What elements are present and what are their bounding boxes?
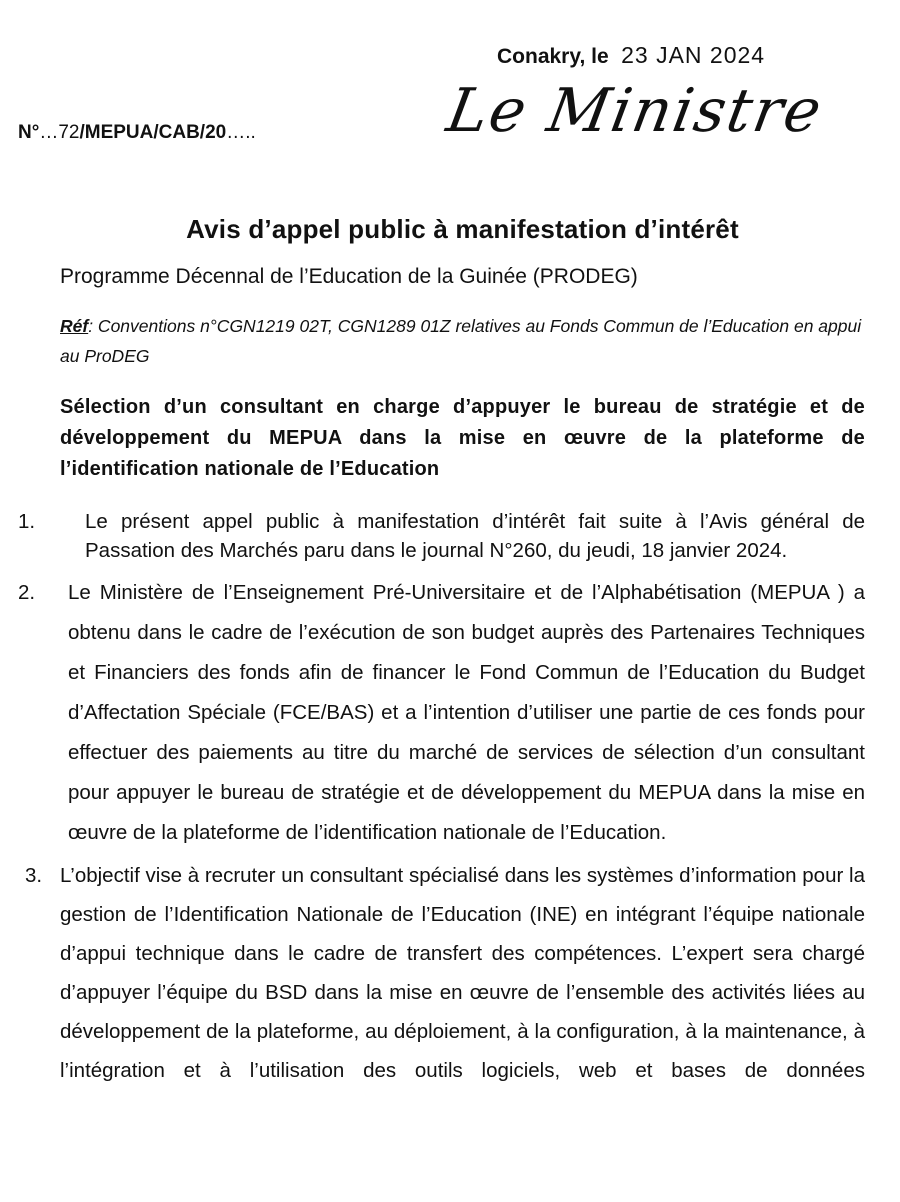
minister-signature-script: Le Ministre [441, 76, 829, 146]
list-item-number: 3. [25, 864, 43, 887]
list-item [0, 573, 865, 853]
date-place-label: Conakry, le [497, 45, 609, 68]
list-item-number: 1. [18, 510, 36, 533]
ref-number-part: /MEPUA/CAB/20 [79, 122, 227, 143]
program-subtitle: Programme Décennal de l’Education de la Guinée (PRODEG) [60, 265, 638, 288]
reference-label: Réf [60, 316, 89, 336]
reference-line [60, 311, 865, 371]
list-item-text: Le Ministère de l’Enseignement Pré-Universitaire et de l’Alphabétisation (MEPUA ) a obtenu dans le cadre de l’exécution de son budget auprès des Partenaires Techniques et Financiers des fonds afin de financer le Fond Commun de l’Education du Budget d’Affectation Spéciale (FCE/BAS) et a l’intention d’utiliser une partie de ces fonds pour effectuer des paiements au titre du marché de services de sélection d’un consultant pour appuyer le bureau de stratégie et de développement du MEPUA dans la mise en œuvre de la plateforme de l’identification nationale de l’Education. [68, 581, 865, 844]
subject-paragraph: Sélection d’un consultant en charge d’appuyer le bureau de stratégie et de développement du MEPUA dans la mise en œuvre de la plateforme de l’identification nationale de l’Education [60, 396, 865, 480]
list-item-text: Le présent appel public à manifestation d’intérêt fait suite à l’Avis général de Passation des Marchés paru dans le journal N°260, du jeudi, 18 janvier 2024. [85, 510, 865, 562]
ref-number-part: N° [18, 122, 40, 143]
reference-text: : Conventions n°CGN1219 02T, CGN1289 01Z relatives au Fonds Commun de l’Education en appui au ProDEG [60, 316, 862, 366]
ref-number-part: …72 [39, 122, 80, 143]
document-title: Avis d’appel public à manifestation d’intérêt [186, 214, 739, 244]
date-stamp: 23 JAN 2024 [621, 42, 766, 68]
list-item [0, 507, 865, 565]
ref-number-part: ….. [226, 122, 256, 143]
letter-date [497, 42, 765, 69]
list-item [0, 856, 865, 1090]
letterhead [0, 0, 900, 200]
list-item-number: 2. [18, 581, 36, 604]
reference-number [18, 122, 256, 144]
list-item-text: L’objectif vise à recruter un consultant spécialisé dans les systèmes d’information pour la gestion de l’Identification Nationale de l’Education (INE) en intégrant l’équipe nationale d’appui technique dans le cadre de transfert des compétences. L’expert sera chargé d’appuyer l’équipe du BSD dans la mise en œuvre de l’ensemble des activités liées au développement de la plateforme, au déploiement, à la configuration, à la maintenance, à l’intégration et à l’utilisation des outils logiciels, web et bases de données [60, 864, 865, 1082]
